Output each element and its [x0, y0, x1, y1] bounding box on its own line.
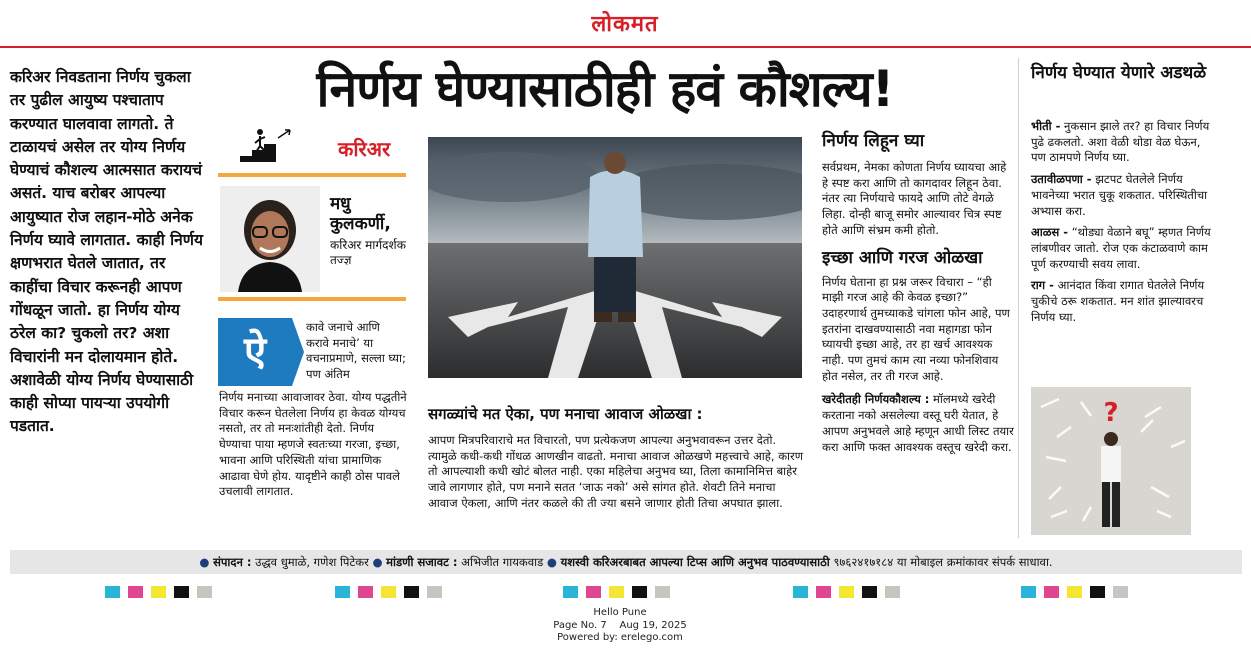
edition-name: Hello Pune: [593, 607, 647, 618]
editor-label: संपादन :: [213, 555, 252, 569]
tip-text-need: निर्णय घेताना हा प्रश्न जरूर विचारा – “ही माझी गरज आहे की केवळ इच्छा?” उदाहरणार्थ तुमच्याकडे चांगला फोन आहे, पण इतरांना दाखवण्यासाठी नवा महागडा फोन घ्यायची इच्छा आहे, तर हा खर्च आवश्यक नाही. पण तुमचं काम त्या नव्या फोनशिवाय होत नसेल, तर ती गरज आहे.: [822, 274, 1010, 383]
color-registration-marks: [335, 583, 450, 595]
obstacle-anger-text: आनंदात किंवा रागात घेतलेले निर्णय चुकीचे ठरू शकतात. मन शांत झाल्यावरच निर्णय घ्या.: [1031, 278, 1205, 324]
page-footer: [520, 607, 720, 645]
obstacle-fear-text: नुकसान झाले तर? हा विचार निर्णय पुढे ढकलतो. अशा वेळी थोडा वेळ घेऊन, पण ठामपणे निर्णय घ्या.: [1031, 119, 1210, 165]
bullet-icon: ●: [372, 555, 383, 569]
swatch-grey: [885, 586, 900, 598]
obstacle-haste-text: झटपट घेतलेले निर्णय भावनेच्या भरात चुकू शकतात. परिस्थितीचा अभ्यास करा.: [1031, 172, 1208, 218]
color-registration-marks: [1021, 583, 1136, 595]
color-registration-marks: [105, 583, 220, 595]
article-main-body: आपण मित्रपरिवाराचे मत विचारतो, पण प्रत्येकजण आपल्या अनुभवावरून उत्तर देतो. त्यामुळे कधी-कधी गोंधळ आणखीन वाढतो. मनाचा आवाज ओळखणे महत्त्वाचे आहे, कारण तो आपल्याशी कधी खोटं बोलत नाही. एका महिलेचा अनुभव घ्या, तिला कामानिमित्त बाहेर जावे लागणार होते, पण मनाने सतत ‘जाऊ नको’ असे सांगत होते. शेवटी तिने मनाचा आवाज ऐकला, आणि नंतर कळले की ती ज्या बसने जाणार होती तिचा अपघात झाला.: [428, 433, 804, 510]
obstacle-laziness-text: “थोड्या वेळाने बघू” म्हणत निर्णय लांबणीवर जातो. रोज एक कंटाळवाणे काम पूर्ण करण्याची सवय लावा.: [1031, 225, 1211, 271]
powered-by-link[interactable]: Powered by: erelego.com: [557, 632, 683, 643]
obstacle-laziness-label: आळस -: [1031, 225, 1069, 240]
author-name: मधु कुलकर्णी,: [330, 194, 391, 234]
color-registration-marks: [563, 583, 678, 595]
list-item: [1031, 172, 1211, 219]
color-registration-marks: [793, 583, 908, 595]
author-photo: [220, 186, 320, 292]
list-item: [1031, 278, 1211, 325]
obstacle-anger-label: राग -: [1031, 278, 1054, 293]
cta-label: यशस्वी करिअरबाबत आपल्या टिप्स आणि अनुभव पाठवण्यासाठी: [560, 555, 830, 569]
swatch-cyan: [563, 586, 578, 598]
swatch-cyan: [793, 586, 808, 598]
dropcap-notch: [292, 318, 304, 386]
sidebar-photo-arrows: [1031, 387, 1191, 535]
swatch-grey: [427, 586, 442, 598]
svg-text:?: ?: [1103, 398, 1119, 428]
swatch-cyan: [105, 586, 120, 598]
article-opening: कावे जनाचे आणि करावे मनाचे’ या वचनाप्रमाणे, सल्ला घ्या; पण अंतिम: [306, 320, 406, 382]
tip-lead-shopping: खरेदीतही निर्णयकौशल्य :: [822, 392, 930, 407]
list-item: [1031, 225, 1211, 272]
swatch-magenta: [586, 586, 601, 598]
swatch-black: [632, 586, 647, 598]
tip-body-shopping: मॉलमध्ये खरेदी करताना नको असलेल्या वस्तू घरी येतात, हे आपण अनुभवले आहे म्हणून आधी लिस्ट तयार करा आणि फक्त आवश्यक वस्तूच खरेदी करा.: [822, 392, 1014, 454]
swatch-yellow: [609, 586, 624, 598]
design-label: मांडणी सजावट :: [386, 555, 458, 569]
swatch-yellow: [1067, 586, 1082, 598]
tip-heading-need: इच्छा आणि गरज ओळखा: [822, 247, 983, 268]
article-subhead: सगळ्यांचे मत ऐका, पण मनाचा आवाज ओळखा :: [428, 405, 703, 423]
swatch-magenta: [1044, 586, 1059, 598]
swatch-black: [1090, 586, 1105, 598]
tip-heading-write: निर्णय लिहून घ्या: [822, 131, 925, 151]
author-title: करिअर मार्गदर्शक तज्ज्ञ: [330, 238, 406, 267]
obstacle-haste-label: उतावीळपणा -: [1031, 172, 1092, 187]
swatch-grey: [1113, 586, 1128, 598]
swatch-grey: [197, 586, 212, 598]
swatch-black: [862, 586, 877, 598]
swatch-cyan: [1021, 586, 1036, 598]
swatch-magenta: [816, 586, 831, 598]
bullet-icon: ●: [199, 555, 210, 569]
newspaper-logo[interactable]: लोकमत: [591, 12, 659, 37]
tip-text-shopping: [822, 392, 1014, 455]
intro-paragraph: करिअर निवडताना निर्णय चुकला तर पुढील आयुष्य पश्चाताप करण्यात घालवावा लागतो. ते टाळायचं असेल तर योग्य निर्णय घेण्याचं कौशल्य आत्मसात करायचं असतं. याच बरोबर आपल्या आयुष्यात रोज लहान-मोठे अनेक निर्णय घ्यावे लागतात. काही निर्णय क्षणभरात घेतले जातात, तर काहींचा विचार करूनही आपण गोंधळून जातो. हा निर्णय योग्य ठरेल का? चुकलो तर? अशा विचारांनी मन दोलायमान होते. अशावेळी योग्य निर्णय घेण्यासाठी काही सोप्या पायऱ्या उपयोगी पडतात.: [10, 68, 203, 436]
swatch-yellow: [839, 586, 854, 598]
bullet-icon: ●: [546, 555, 557, 569]
list-item: [1031, 119, 1211, 166]
swatch-yellow: [151, 586, 166, 598]
obstacles-list: [1031, 119, 1211, 331]
section-kicker: करिअर: [338, 137, 391, 161]
cta-text: ९७६२४१७१८४ या मोबाइल क्रमांकावर संपर्क साधावा.: [829, 555, 1053, 569]
swatch-grey: [655, 586, 670, 598]
obstacle-fear-label: भीती -: [1031, 119, 1061, 133]
column-divider: [1018, 58, 1019, 538]
design-name: अभिजीत गायकवाड: [457, 555, 544, 569]
swatch-cyan: [335, 586, 350, 598]
career-ladder-icon: [238, 126, 294, 168]
tips-column: [822, 130, 1014, 455]
dropcap: ऐ: [218, 318, 292, 386]
swatch-yellow: [381, 586, 396, 598]
article-body: निर्णय मनाच्या आवाजावर ठेवा. योग्य पद्धतीने विचार करून घेतलेला निर्णय हा केवळ योग्यच नसतो, तर तो मनःशांतीही देतो. निर्णय घेण्याचा पाया म्हणजे स्वतःच्या गरजा, इच्छा, भावना आणि परिस्थिती यांचा प्रामाणिक आढावा घेणे होय. यादृष्टीने काही ठोस पावले उचलावी लागतात.: [219, 390, 407, 499]
swatch-magenta: [128, 586, 143, 598]
swatch-magenta: [358, 586, 373, 598]
page-date: Page No. 7 Aug 19, 2025: [553, 619, 687, 631]
tip-text-write: सर्वप्रथम, नेमका कोणता निर्णय घ्यायचा आहे हे स्पष्ट करा आणि तो कागदावर लिहून ठेवा. नंतर त्या निर्णयाचे फायदे आणि तोटे वेगळे लिहा. दोन्ही बाजू समोर आल्यावर चित्र स्पष्ट होते आणि संभ्रम कमी होतो.: [822, 160, 1007, 237]
main-photo-crossroads: [428, 137, 802, 378]
swatch-black: [404, 586, 419, 598]
sidebar-title: निर्णय घेण्यात येणारे अडथळे: [1031, 63, 1207, 83]
editor-names: उद्धव धुमाळे, गणेश पिटेकर: [251, 555, 369, 569]
page-headline: निर्णय घेण्यासाठीही हवं कौशल्य!: [316, 60, 894, 118]
swatch-black: [174, 586, 189, 598]
credits-strip: [10, 550, 1242, 574]
